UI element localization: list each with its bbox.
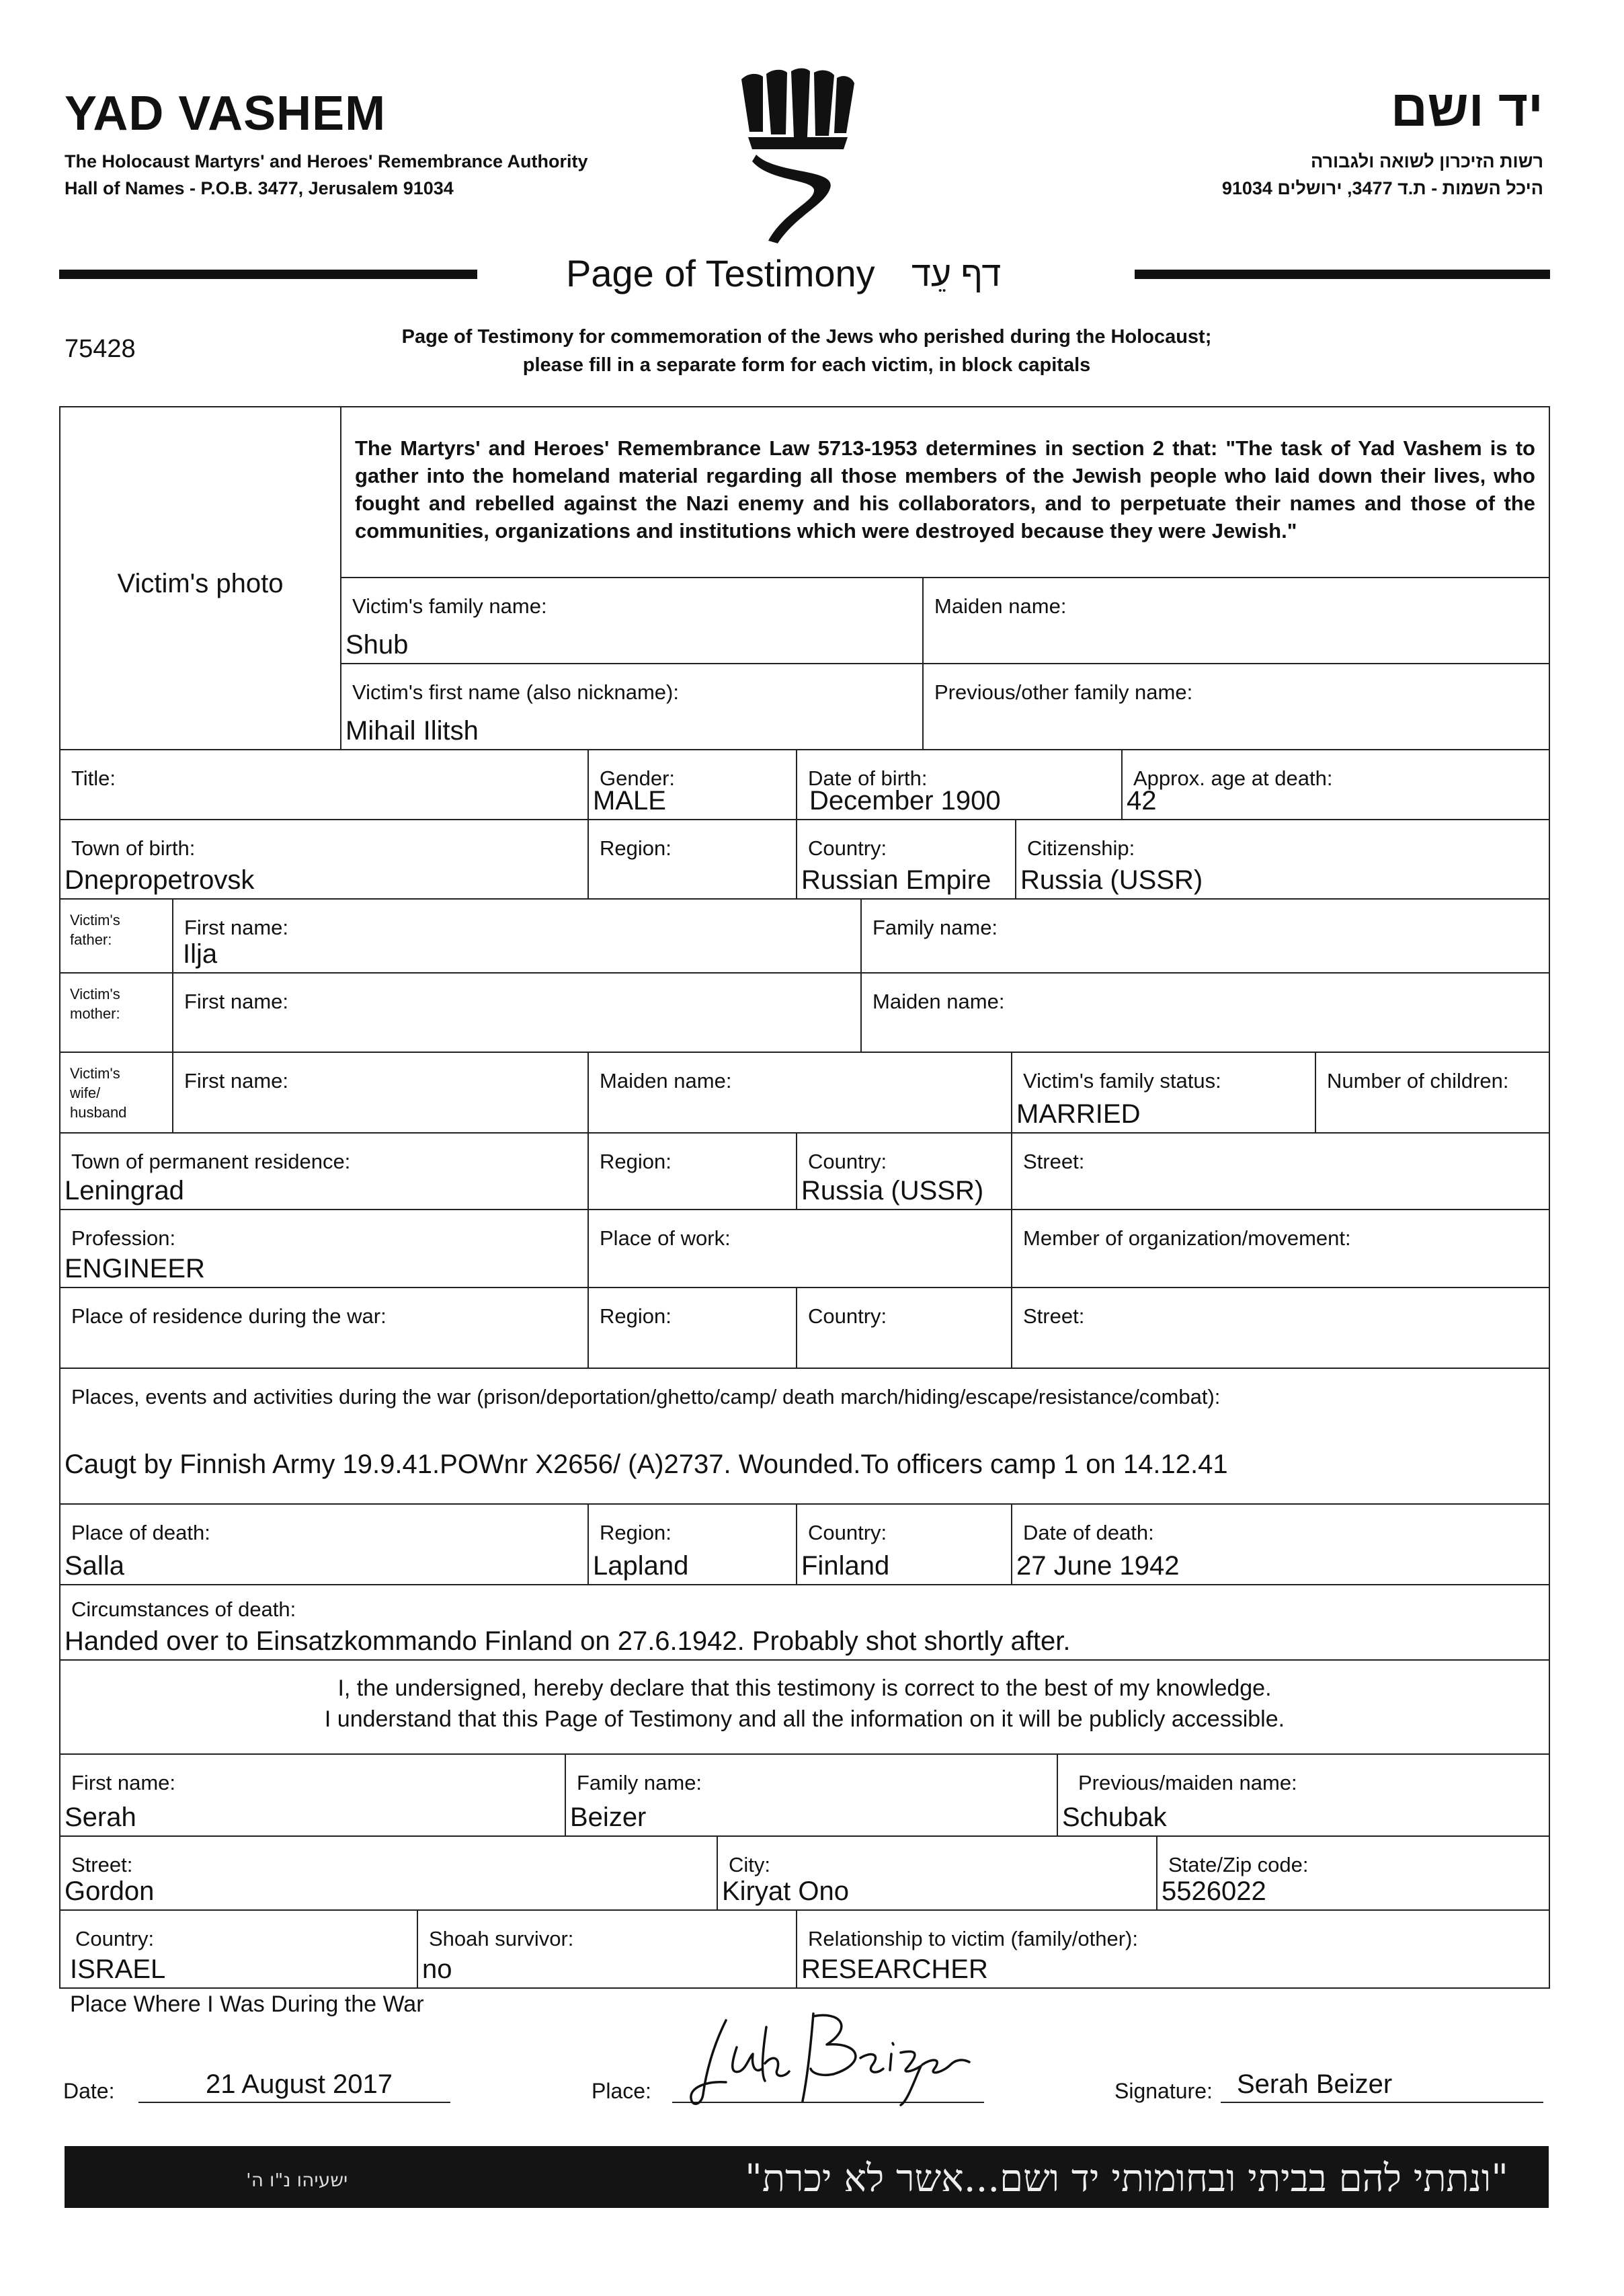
- submitter-first-name-label: First name:: [71, 1771, 176, 1794]
- victim-gender-value: MALE: [593, 786, 666, 816]
- victim-family-name-label: Victim's family name:: [352, 594, 547, 618]
- mother-row-text: [70, 984, 120, 1023]
- shoah-survivor-value: no: [422, 1954, 452, 1984]
- declaration-line-2: I understand that this Page of Testimony and all the information on it will be publicly accessible.: [324, 1706, 1285, 1732]
- war-residence-label: Place of residence during the war:: [71, 1304, 387, 1328]
- declaration-box: [59, 1659, 1550, 1755]
- victim-town-birth-field[interactable]: [59, 819, 589, 900]
- war-country-field[interactable]: [796, 1287, 1012, 1369]
- war-residence-field[interactable]: [59, 1287, 589, 1369]
- org-title-he: יד ושם: [1390, 80, 1543, 137]
- page-title-he: דף עֵד: [911, 255, 1002, 294]
- mother-row-line-1: Victim's: [70, 986, 120, 1002]
- org-title-en: YAD VASHEM: [65, 87, 387, 141]
- spouse-maiden-name-label: Maiden name:: [600, 1069, 732, 1093]
- handwritten-signature-icon: [679, 2007, 981, 2108]
- submitter-country-value: ISRAEL: [70, 1954, 166, 1984]
- victim-dob-field[interactable]: [796, 749, 1123, 820]
- document-number: 75428: [65, 335, 136, 363]
- mother-maiden-name-label: Maiden name:: [872, 990, 1005, 1013]
- victim-birth-country-label: Country:: [808, 836, 887, 860]
- submitter-street-label: Street:: [71, 1853, 133, 1876]
- victim-birth-region-label: Region:: [600, 836, 672, 860]
- victim-first-name-label: Victim's first name (also nickname):: [352, 680, 679, 704]
- father-family-name-label: Family name:: [872, 916, 998, 939]
- war-place-label: Place Where I Was During the War: [70, 1991, 424, 2017]
- org-address-en: Hall of Names - P.O.B. 3477, Jerusalem 91034: [65, 178, 454, 198]
- victim-maiden-name-field[interactable]: [922, 577, 1550, 664]
- residence-town-field[interactable]: [59, 1132, 589, 1210]
- submitter-family-name-label: Family name:: [577, 1771, 702, 1794]
- mother-first-name-label: First name:: [184, 990, 289, 1013]
- submitter-zip-value: 5526022: [1162, 1876, 1266, 1906]
- father-family-name-field[interactable]: [860, 898, 1550, 974]
- victim-birth-region-field[interactable]: [587, 819, 797, 900]
- residence-street-field[interactable]: [1011, 1132, 1550, 1210]
- submitter-prev-name-label: Previous/maiden name:: [1078, 1771, 1297, 1794]
- signature-line: [1221, 2102, 1543, 2103]
- victim-birth-country-field[interactable]: [796, 819, 1016, 900]
- org-address-he: היכל השמות - ת.ד 3477, ירושלים 91034: [1221, 178, 1543, 198]
- victim-town-birth-value: Dnepropetrovsk: [65, 865, 255, 895]
- victim-age-field[interactable]: [1121, 749, 1550, 820]
- victim-citizenship-value: Russia (USSR): [1020, 865, 1203, 895]
- spouse-row-line-2: wife/: [70, 1084, 101, 1101]
- victim-maiden-name-label: Maiden name:: [934, 594, 1067, 618]
- submitter-city-value: Kiryat Ono: [722, 1876, 849, 1906]
- submitter-first-name-value: Serah: [65, 1803, 136, 1832]
- father-row-line-2: father:: [70, 931, 112, 948]
- relationship-field[interactable]: [796, 1909, 1550, 1989]
- spouse-first-name-field[interactable]: [172, 1052, 589, 1134]
- father-row-line-1: Victim's: [70, 912, 120, 928]
- victim-citizenship-label: Citizenship:: [1027, 836, 1135, 860]
- victim-photo-label: Victim's photo: [117, 569, 284, 598]
- org-authority-en: The Holocaust Martyrs' and Heroes' Remembrance Authority: [65, 151, 588, 171]
- victim-dob-value: December 1900: [809, 786, 1001, 816]
- father-row-label: [59, 898, 173, 974]
- mother-maiden-name-field[interactable]: [860, 972, 1550, 1053]
- submitter-family-name-field[interactable]: [565, 1753, 1058, 1837]
- death-region-value: Lapland: [593, 1551, 689, 1581]
- residence-town-label: Town of permanent residence:: [71, 1150, 351, 1173]
- victim-birth-country-value: Russian Empire: [801, 865, 991, 895]
- residence-country-value: Russia (USSR): [801, 1176, 984, 1205]
- signature-name-value[interactable]: Serah Beizer: [1237, 2069, 1393, 2099]
- submitter-first-name-field[interactable]: [59, 1753, 566, 1837]
- family-status-value: MARRIED: [1016, 1099, 1141, 1129]
- family-status-field[interactable]: [1011, 1052, 1316, 1134]
- org-authority-he: רשות הזיכרון לשואה ולגבורה: [1311, 151, 1543, 171]
- death-country-value: Finland: [801, 1551, 890, 1581]
- war-country-label: Country:: [808, 1304, 887, 1328]
- death-date-value: 27 June 1942: [1016, 1551, 1180, 1581]
- victim-town-birth-label: Town of birth:: [71, 836, 196, 860]
- victim-first-name-field[interactable]: [340, 663, 924, 750]
- mother-first-name-field[interactable]: [172, 972, 862, 1053]
- children-count-label: Number of children:: [1327, 1069, 1509, 1093]
- submitter-country-label: Country:: [75, 1927, 155, 1950]
- war-region-label: Region:: [600, 1304, 672, 1328]
- war-street-field[interactable]: [1011, 1287, 1550, 1369]
- family-status-label: Victim's family status:: [1023, 1069, 1221, 1093]
- war-events-value: Caugt by Finnish Army 19.9.41.POWnr X2656/ (A)2737. Wounded.To officers camp 1 on 14.12.41: [65, 1450, 1228, 1479]
- spouse-row-text: [70, 1064, 126, 1122]
- father-first-name-field[interactable]: [172, 898, 862, 974]
- father-first-name-label: First name:: [184, 916, 289, 939]
- place-of-work-label: Place of work:: [600, 1226, 731, 1250]
- death-region-label: Region:: [600, 1521, 672, 1544]
- law-text: The Martyrs' and Heroes' Remembrance Law 5713-1953 determines in section 2 that: "The task of Yad Vashem is to gather into the homeland material regarding all those members of the Jewish people who laid down their lives, who fought and rebelled against the Nazi enemy and his collaborators, and to perpetuate their names and those of the communities, organizations and institutions which were destroyed because they were Jewish.": [355, 436, 1535, 543]
- law-text-box: [340, 406, 1550, 578]
- children-count-field[interactable]: [1315, 1052, 1550, 1134]
- submitter-family-name-value: Beizer: [570, 1803, 647, 1832]
- spouse-row-label: [59, 1052, 173, 1134]
- victim-family-name-field[interactable]: [340, 577, 924, 664]
- spouse-row-line-1: Victim's: [70, 1065, 120, 1082]
- spouse-first-name-label: First name:: [184, 1069, 289, 1093]
- mother-row-label: [59, 972, 173, 1053]
- submitter-zip-field[interactable]: [1156, 1835, 1550, 1911]
- victim-first-name-value: Mihail Ilitsh: [346, 716, 479, 746]
- victim-gender-field[interactable]: [587, 749, 797, 820]
- banner-quote-he: "ונתתי להם בביתי ובחומותי יד ושם...אשר לא יכרת": [745, 2157, 1508, 2201]
- death-country-label: Country:: [808, 1521, 887, 1544]
- quote-banner: [65, 2146, 1549, 2208]
- submitter-country-field[interactable]: [59, 1909, 418, 1989]
- victim-age-value: 42: [1127, 786, 1157, 816]
- submitter-zip-label: State/Zip code:: [1168, 1853, 1309, 1876]
- shoah-survivor-field[interactable]: [417, 1909, 797, 1989]
- residence-country-label: Country:: [808, 1150, 887, 1173]
- residence-street-label: Street:: [1023, 1150, 1085, 1173]
- war-events-field[interactable]: [59, 1368, 1550, 1505]
- submitter-city-field[interactable]: [717, 1835, 1158, 1911]
- death-country-field[interactable]: [796, 1503, 1012, 1585]
- victim-title-field[interactable]: [59, 749, 589, 820]
- place-label: Place:: [592, 2079, 651, 2103]
- profession-value: ENGINEER: [65, 1254, 205, 1283]
- war-region-field[interactable]: [587, 1287, 797, 1369]
- declaration-line-1: I, the undersigned, hereby declare that this testimony is correct to the best of my knowledge.: [337, 1675, 1272, 1701]
- war-events-label: Places, events and activities during the war (prison/deportation/ghetto/camp/ death march/hiding/escape/resistance/combat):: [71, 1385, 1221, 1409]
- death-date-label: Date of death:: [1023, 1521, 1154, 1544]
- submitter-city-label: City:: [729, 1853, 770, 1876]
- page-title: Page of Testimony: [566, 252, 875, 294]
- residence-country-field[interactable]: [796, 1132, 1012, 1210]
- submitter-prev-name-value: Schubak: [1062, 1803, 1167, 1832]
- submitter-prev-name-field[interactable]: [1057, 1753, 1550, 1837]
- residence-region-label: Region:: [600, 1150, 672, 1173]
- death-place-value: Salla: [65, 1551, 124, 1581]
- organization-member-field[interactable]: [1011, 1209, 1550, 1288]
- victim-citizenship-field[interactable]: [1015, 819, 1550, 900]
- death-circumstances-field[interactable]: [59, 1584, 1550, 1661]
- victim-dob-label: Date of birth:: [808, 766, 928, 790]
- spouse-maiden-name-field[interactable]: [587, 1052, 1012, 1134]
- death-circumstances-value: Handed over to Einsatzkommando Finland on 27.6.1942. Probably shot shortly after.: [65, 1626, 1071, 1656]
- father-row-text: [70, 910, 120, 949]
- death-circumstances-label: Circumstances of death:: [71, 1597, 296, 1621]
- mother-row-line-2: mother:: [70, 1005, 120, 1022]
- relationship-value: RESEARCHER: [801, 1954, 988, 1984]
- victim-prev-family-name-label: Previous/other family name:: [934, 680, 1193, 704]
- victim-prev-family-name-field[interactable]: [922, 663, 1550, 750]
- submitter-street-field[interactable]: [59, 1835, 718, 1911]
- date-value[interactable]: 21 August 2017: [206, 2069, 393, 2099]
- intro-line-1: Page of Testimony for commemoration of the Jews who perished during the Holocaust;: [401, 326, 1212, 348]
- profession-field[interactable]: [59, 1209, 589, 1288]
- victim-title-label: Title:: [71, 766, 116, 790]
- residence-town-value: Leningrad: [65, 1176, 184, 1205]
- declaration-text: [60, 1673, 1549, 1735]
- victim-age-label: Approx. age at death:: [1133, 766, 1333, 790]
- relationship-label: Relationship to victim (family/other):: [808, 1927, 1138, 1950]
- father-first-name-value: Ilja: [183, 939, 218, 969]
- profession-label: Profession:: [71, 1226, 176, 1250]
- victim-family-name-value: Shub: [346, 630, 409, 660]
- date-label: Date:: [63, 2079, 115, 2103]
- spouse-row-line-3: husband: [70, 1104, 127, 1121]
- banner-reference-he: ישעיהו נ"ו ה': [246, 2169, 348, 2191]
- place-of-work-field[interactable]: [587, 1209, 1012, 1288]
- death-region-field[interactable]: [587, 1503, 797, 1585]
- death-place-field[interactable]: [59, 1503, 589, 1585]
- victim-photo-box[interactable]: [59, 406, 341, 750]
- intro-line-2: please fill in a separate form for each victim, in block capitals: [522, 354, 1091, 376]
- death-place-label: Place of death:: [71, 1521, 210, 1544]
- date-line: [138, 2102, 450, 2103]
- war-street-label: Street:: [1023, 1304, 1085, 1328]
- signature-label: Signature:: [1114, 2079, 1213, 2103]
- organization-member-label: Member of organization/movement:: [1023, 1226, 1351, 1250]
- death-date-field[interactable]: [1011, 1503, 1550, 1585]
- submitter-street-value: Gordon: [65, 1876, 155, 1906]
- residence-region-field[interactable]: [587, 1132, 797, 1210]
- shoah-survivor-label: Shoah survivor:: [429, 1927, 574, 1950]
- victim-gender-label: Gender:: [600, 766, 676, 790]
